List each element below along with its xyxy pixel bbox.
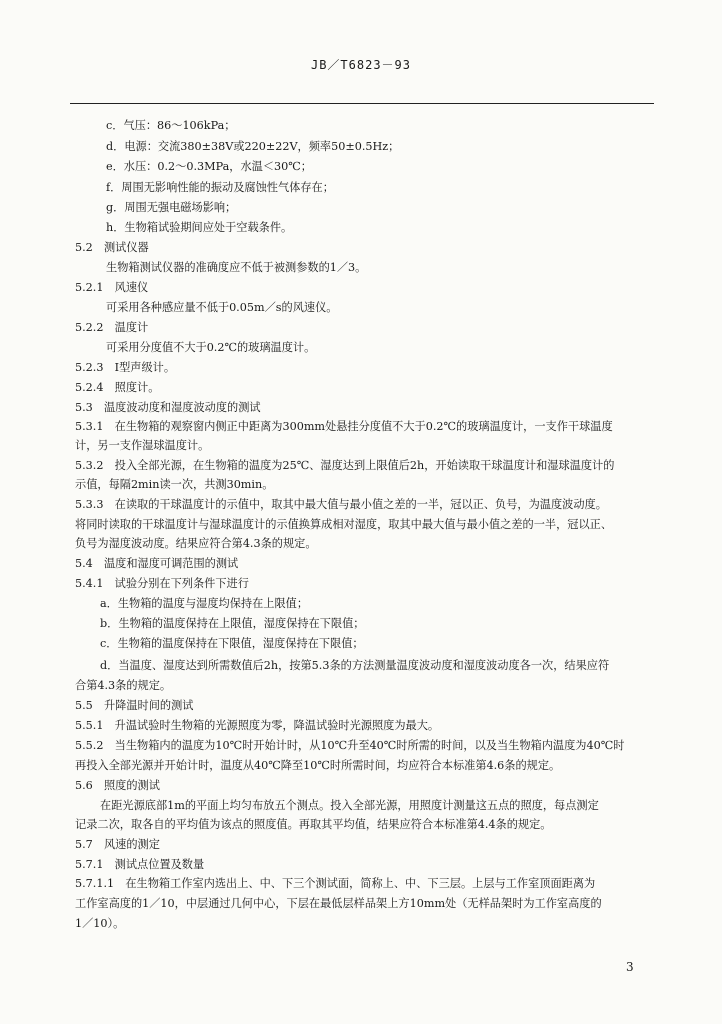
text-line: 再投入全部光源并开始计时，温度从40℃降至10℃时所需时间，均应符合本标准第4.6条的规定。 bbox=[75, 759, 561, 772]
text-line: 5.4 温度和湿度可调范围的测试 bbox=[75, 557, 239, 570]
text-line: 计，另一支作湿球温度计。 bbox=[75, 439, 210, 452]
text-line: 5.2.1 风速仪 bbox=[75, 281, 149, 294]
text-line: 工作室高度的1／10，中层通过几何中心，下层在最低层样品架上方10mm处（无样品架时为工作室高度的 bbox=[75, 897, 602, 910]
text-line: d．电源：交流380±38V或220±22V，频率50±0.5Hz； bbox=[106, 140, 400, 153]
text-line: d．当温度、湿度达到所需数值后2h，按第5.3条的方法测量温度波动度和湿度波动度各一次，结果应符 bbox=[100, 659, 610, 672]
text-line: 5.5.2 当生物箱内的温度为10℃时开始计时，从10℃升至40℃时所需的时间，以及当生物箱内温度为40℃时 bbox=[75, 739, 625, 752]
text-line: h．生物箱试验期间应处于空载条件。 bbox=[106, 221, 293, 234]
text-line: 5.2 测试仪器 bbox=[75, 241, 149, 254]
text-line: 合第4.3条的规定。 bbox=[75, 679, 172, 692]
text-line: a．生物箱的温度与湿度均保持在上限值； bbox=[100, 597, 309, 610]
text-line: 5.2.3 Ⅰ型声级计。 bbox=[75, 361, 176, 374]
text-line: g．周围无强电磁场影响； bbox=[106, 201, 237, 214]
text-line: e．水压：0.2～0.3MPa，水温＜30℃； bbox=[106, 160, 312, 173]
text-line: 可采用分度值不大于0.2℃的玻璃温度计。 bbox=[106, 341, 316, 354]
text-line: b．生物箱的温度保持在上限值，湿度保持在下限值； bbox=[100, 617, 365, 630]
text-line: 5.3.3 在读取的干球温度计的示值中，取其中最大值与最小值之差的一半，冠以正、负号，为温度波动度。 bbox=[75, 498, 607, 511]
text-line: 5.3.1 在生物箱的观察窗内侧正中距离为300mm处悬挂分度值不大于0.2℃的玻璃温度计，一支作干球温度 bbox=[75, 420, 613, 433]
page-number: 3 bbox=[626, 960, 634, 974]
text-line: f．周围无影响性能的振动及腐蚀性气体存在； bbox=[106, 181, 334, 194]
text-line: 5.7 风速的测定 bbox=[75, 838, 160, 851]
text-line: 负号为湿度波动度。结果应符合第4.3条的规定。 bbox=[75, 537, 317, 550]
text-line: 在距光源底部1m的平面上均匀布放五个测点。投入全部光源，用照度计测量这五点的照度，每点测定 bbox=[100, 799, 599, 812]
text-line: 1／10）。 bbox=[75, 917, 125, 930]
text-line: 5.6 照度的测试 bbox=[75, 779, 160, 792]
text-line: c．生物箱的温度保持在下限值，湿度保持在下限值； bbox=[100, 637, 364, 650]
text-line: 5.5 升降温时间的测试 bbox=[75, 699, 194, 712]
text-line: 5.2.4 照度计。 bbox=[75, 381, 160, 394]
text-line: 5.3 温度波动度和湿度波动度的测试 bbox=[75, 401, 261, 414]
text-line: c．气压：86～106kPa； bbox=[106, 119, 236, 132]
text-line: 生物箱测试仪器的准确度应不低于被测参数的1／3。 bbox=[106, 261, 367, 274]
text-line: 示值，每隔2min读一次，共测30min。 bbox=[75, 478, 274, 491]
text-line: 5.7.1 测试点位置及数量 bbox=[75, 858, 205, 871]
text-line: 5.5.1 升温试验时生物箱的光源照度为零，降温试验时光源照度为最大。 bbox=[75, 719, 440, 732]
text-line: 可采用各种感应量不低于0.05m／s的风速仪。 bbox=[106, 301, 338, 314]
document-code-header: JB／T6823－93 bbox=[310, 58, 412, 72]
text-line: 5.2.2 温度计 bbox=[75, 321, 149, 334]
text-line: 记录二次，取各自的平均值为该点的照度值。再取其平均值，结果应符合本标准第4.4条的规定。 bbox=[75, 818, 552, 831]
header-rule bbox=[70, 103, 654, 104]
text-line: 将同时读取的干球温度计与湿球温度计的示值换算成相对湿度，取其中最大值与最小值之差的一半，冠以正、 bbox=[75, 518, 613, 531]
text-line: 5.7.1.1 在生物箱工作室内选出上、中、下三个测试面，简称上、中、下三层。上层与工作室顶面距离为 bbox=[75, 877, 596, 890]
text-line: 5.3.2 投入全部光源，在生物箱的温度为25℃、湿度达到上限值后2h，开始读取干球温度计和湿球温度计的 bbox=[75, 459, 615, 472]
text-line: 5.4.1 试验分别在下列条件下进行 bbox=[75, 577, 249, 590]
